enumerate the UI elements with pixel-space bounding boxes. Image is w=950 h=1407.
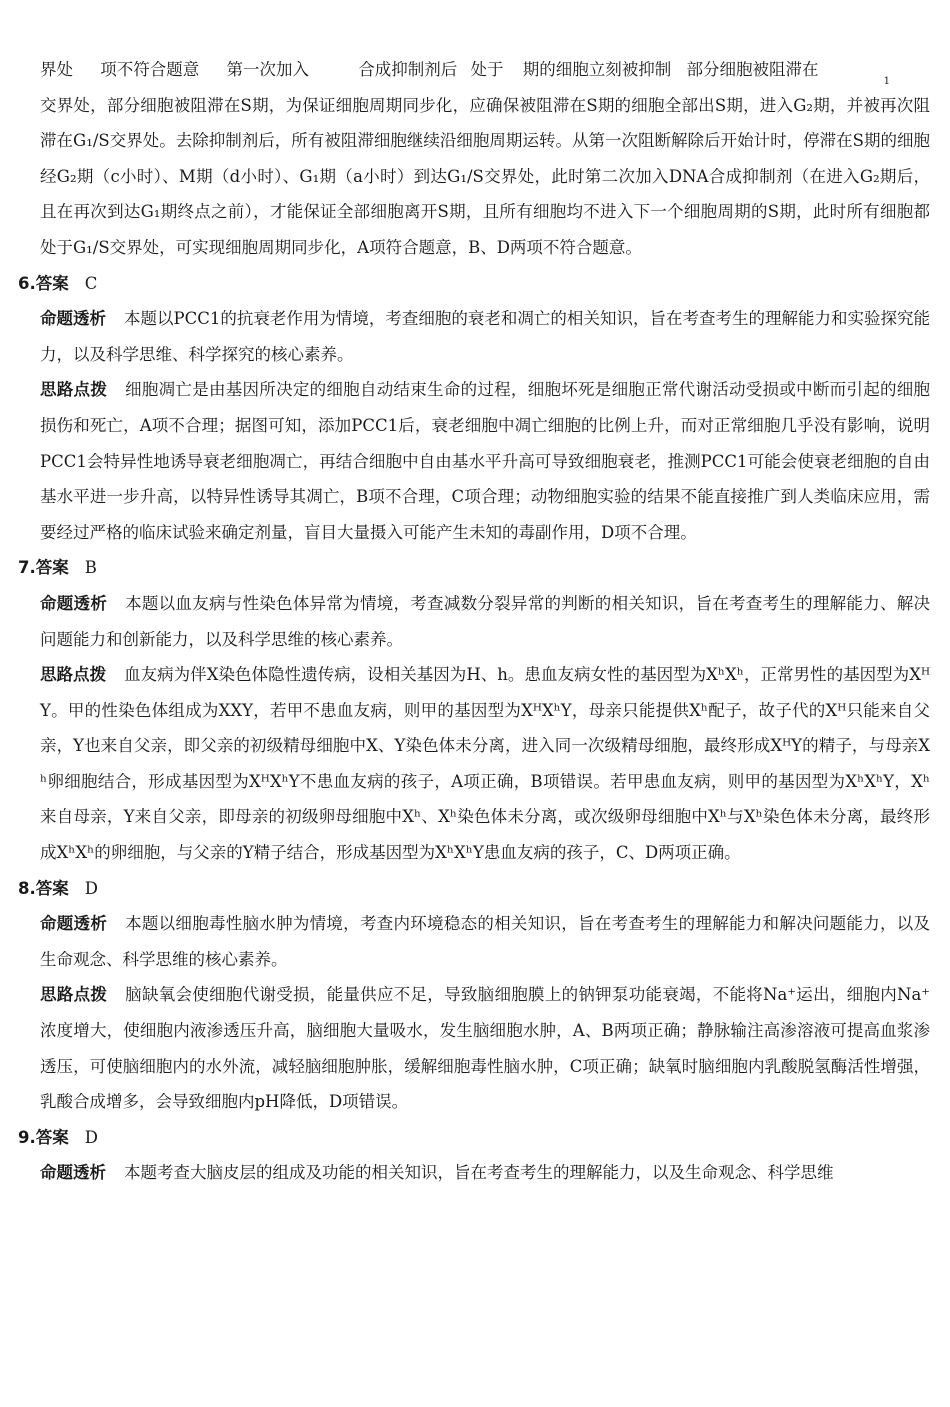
fragment: 第一次加入 bbox=[226, 60, 309, 79]
hint-label: 思路点拨 bbox=[40, 380, 108, 400]
question-number: 8. bbox=[18, 878, 36, 898]
analysis-paragraph bbox=[40, 906, 930, 977]
answer-heading bbox=[18, 871, 930, 907]
question-8 bbox=[18, 871, 931, 1120]
question-number: 7. bbox=[18, 558, 36, 578]
analysis-label: 命题透析 bbox=[40, 1163, 106, 1183]
analysis-paragraph bbox=[40, 301, 930, 372]
hint-text: 脑缺氧会使细胞代谢受损，能量供应不足，导致脑细胞膜上的钠钾泵功能衰竭，不能将Na⁺运出，细胞内Na⁺浓度增大，使细胞内液渗透压升高，脑细胞大量吸水，发生脑细胞水肿，A、B两项正确；静脉输注高渗溶液可提高血浆渗透压，可使脑细胞内的水外流，减轻脑细胞肿胀，缓解细胞毒性脑水肿，C项正确；缺氧时脑细胞内乳酸脱氢酶活性增强，乳酸合成增多，会导致细胞内pH降低，D项错误。 bbox=[40, 985, 931, 1112]
hint-paragraph bbox=[40, 977, 930, 1119]
fragment: 部分细胞被阻滞在 bbox=[686, 60, 819, 79]
answer-heading bbox=[18, 550, 930, 586]
question-number: 9. bbox=[18, 1127, 36, 1147]
answer-label: 答案 bbox=[35, 558, 69, 578]
answer-page bbox=[18, 52, 931, 1191]
question-number: 6. bbox=[18, 273, 36, 293]
analysis-text: 本题以血友病与性染色体异常为情境，考查减数分裂异常的判断的相关知识，旨在考查考生的理解能力、解决问题能力和创新能力，以及科学思维的核心素养。 bbox=[40, 593, 931, 649]
analysis-paragraph bbox=[40, 586, 930, 657]
fragment: 处于 bbox=[470, 60, 504, 79]
analysis-label: 命题透析 bbox=[40, 593, 108, 613]
hint-text: 血友病为伴X染色体隐性遗传病，设相关基因为H、h。患血友病女性的基因型为XʰXʰ，正常男性的基因型为XᴴY。甲的性染色体组成为XXY，若甲不患血友病，则甲的基因型为XᴴXʰY，母亲只能提供Xʰ配子，故子代的Xᴴ只能来自父亲，Y也来自父亲，即父亲的初级精母细胞中X、Y染色体未分离，进入同一次级精母细胞，最终形成XᴴY的精子，与母亲Xʰ卵细胞结合，形成基因型为XᴴXʰY不患血友病的孩子，A项正确，B项错误。若甲患血友病，则甲的基因型为XʰXʰY，Xʰ来自母亲，Y来自父亲，即母亲的初级卵母细胞中Xʰ、Xʰ染色体未分离，或次级卵母细胞中Xʰ与Xʰ染色体未分离，最终形成XʰXʰ的卵细胞，与父亲的Y精子结合，形成基因型为XʰXʰY患血友病的孩子，C、D两项正确。 bbox=[40, 665, 931, 863]
question-7 bbox=[18, 550, 931, 870]
hint-paragraph bbox=[40, 372, 930, 550]
fragment: 期的细胞立刻被抑制 bbox=[522, 60, 672, 79]
answer-label: 答案 bbox=[35, 878, 69, 898]
analysis-label: 命题透析 bbox=[40, 914, 108, 934]
answer-label: 答案 bbox=[35, 1127, 69, 1147]
answer-value: B bbox=[84, 558, 97, 578]
answer-value: D bbox=[84, 878, 98, 898]
question-9 bbox=[18, 1120, 930, 1191]
answer-heading bbox=[18, 266, 930, 302]
answer-label: 答案 bbox=[35, 273, 69, 293]
page-mark: 1 bbox=[883, 76, 890, 87]
hint-label: 思路点拨 bbox=[40, 665, 107, 685]
hint-label: 思路点拨 bbox=[40, 985, 108, 1005]
hint-paragraph bbox=[40, 657, 930, 871]
answer-heading bbox=[18, 1120, 930, 1156]
analysis-paragraph bbox=[40, 1155, 930, 1191]
analysis-text: 本题考查大脑皮层的组成及功能的相关知识，旨在考查考生的理解能力，以及生命观念、科学思维 bbox=[124, 1163, 834, 1183]
continuation-paragraph: 交界处，部分细胞被阻滞在S期，为保证细胞周期同步化，应确保被阻滞在S期的细胞全部出S期，进入G₂期，并被再次阻滞在G₁/S交界处。去除抑制剂后，所有被阻滞细胞继续沿细胞周期运转。从第一次阻断解除后开始计时，停滞在S期的细胞经G₂期（c小时）、M期（d小时）、G₁期（a小时）到达G₁/S交界处，此时第二次加入DNA合成抑制剂（在进入G₂期后，且在再次到达G₁期终点之前），才能保证全部细胞离开S期，且所有细胞均不进入下一个细胞周期的S期，此时所有细胞都处于G₁/S交界处，可实现细胞周期同步化，A项符合题意，B、D两项不符合题意。 bbox=[40, 95, 930, 257]
analysis-text: 本题以细胞毒性脑水肿为情境，考查内环境稳态的相关知识，旨在考查考生的理解能力和解决问题能力，以及生命观念、科学思维的核心素养。 bbox=[40, 914, 931, 969]
analysis-text: 本题以PCC1的抗衰老作用为情境，考查细胞的衰老和凋亡的相关知识，旨在考查考生的理解能力和实验探究能力，以及科学思维、科学探究的核心素养。 bbox=[40, 309, 930, 364]
fragment: 项不符合题意 bbox=[100, 60, 200, 79]
cutoff-top-line bbox=[40, 52, 930, 88]
hint-text: 细胞凋亡是由基因所决定的细胞自动结束生命的过程，细胞坏死是细胞正常代谢活动受损或中断而引起的细胞损伤和死亡，A项不合理；据图可知，添加PCC1后，衰老细胞中凋亡细胞的比例上升，而对正常细胞几乎没有影响，说明PCC1会特异性地诱导衰老细胞凋亡，再结合细胞中自由基水平升高可导致细胞衰老，推测PCC1可能会使衰老细胞的自由基水平进一步升高，以特异性诱导其凋亡，B项不合理，C项合理；动物细胞实验的结果不能直接推广到人类临床应用，需要经过严格的临床试验来确定剂量，盲目大量摄入可能产生未知的毒副作用，D项不合理。 bbox=[40, 380, 931, 542]
question-6 bbox=[18, 266, 931, 551]
answer-value: D bbox=[84, 1127, 98, 1147]
fragment: 合成抑制剂后 bbox=[358, 60, 458, 79]
fragment: 界处 bbox=[40, 60, 73, 79]
analysis-label: 命题透析 bbox=[40, 309, 107, 329]
answer-value: C bbox=[84, 273, 98, 293]
